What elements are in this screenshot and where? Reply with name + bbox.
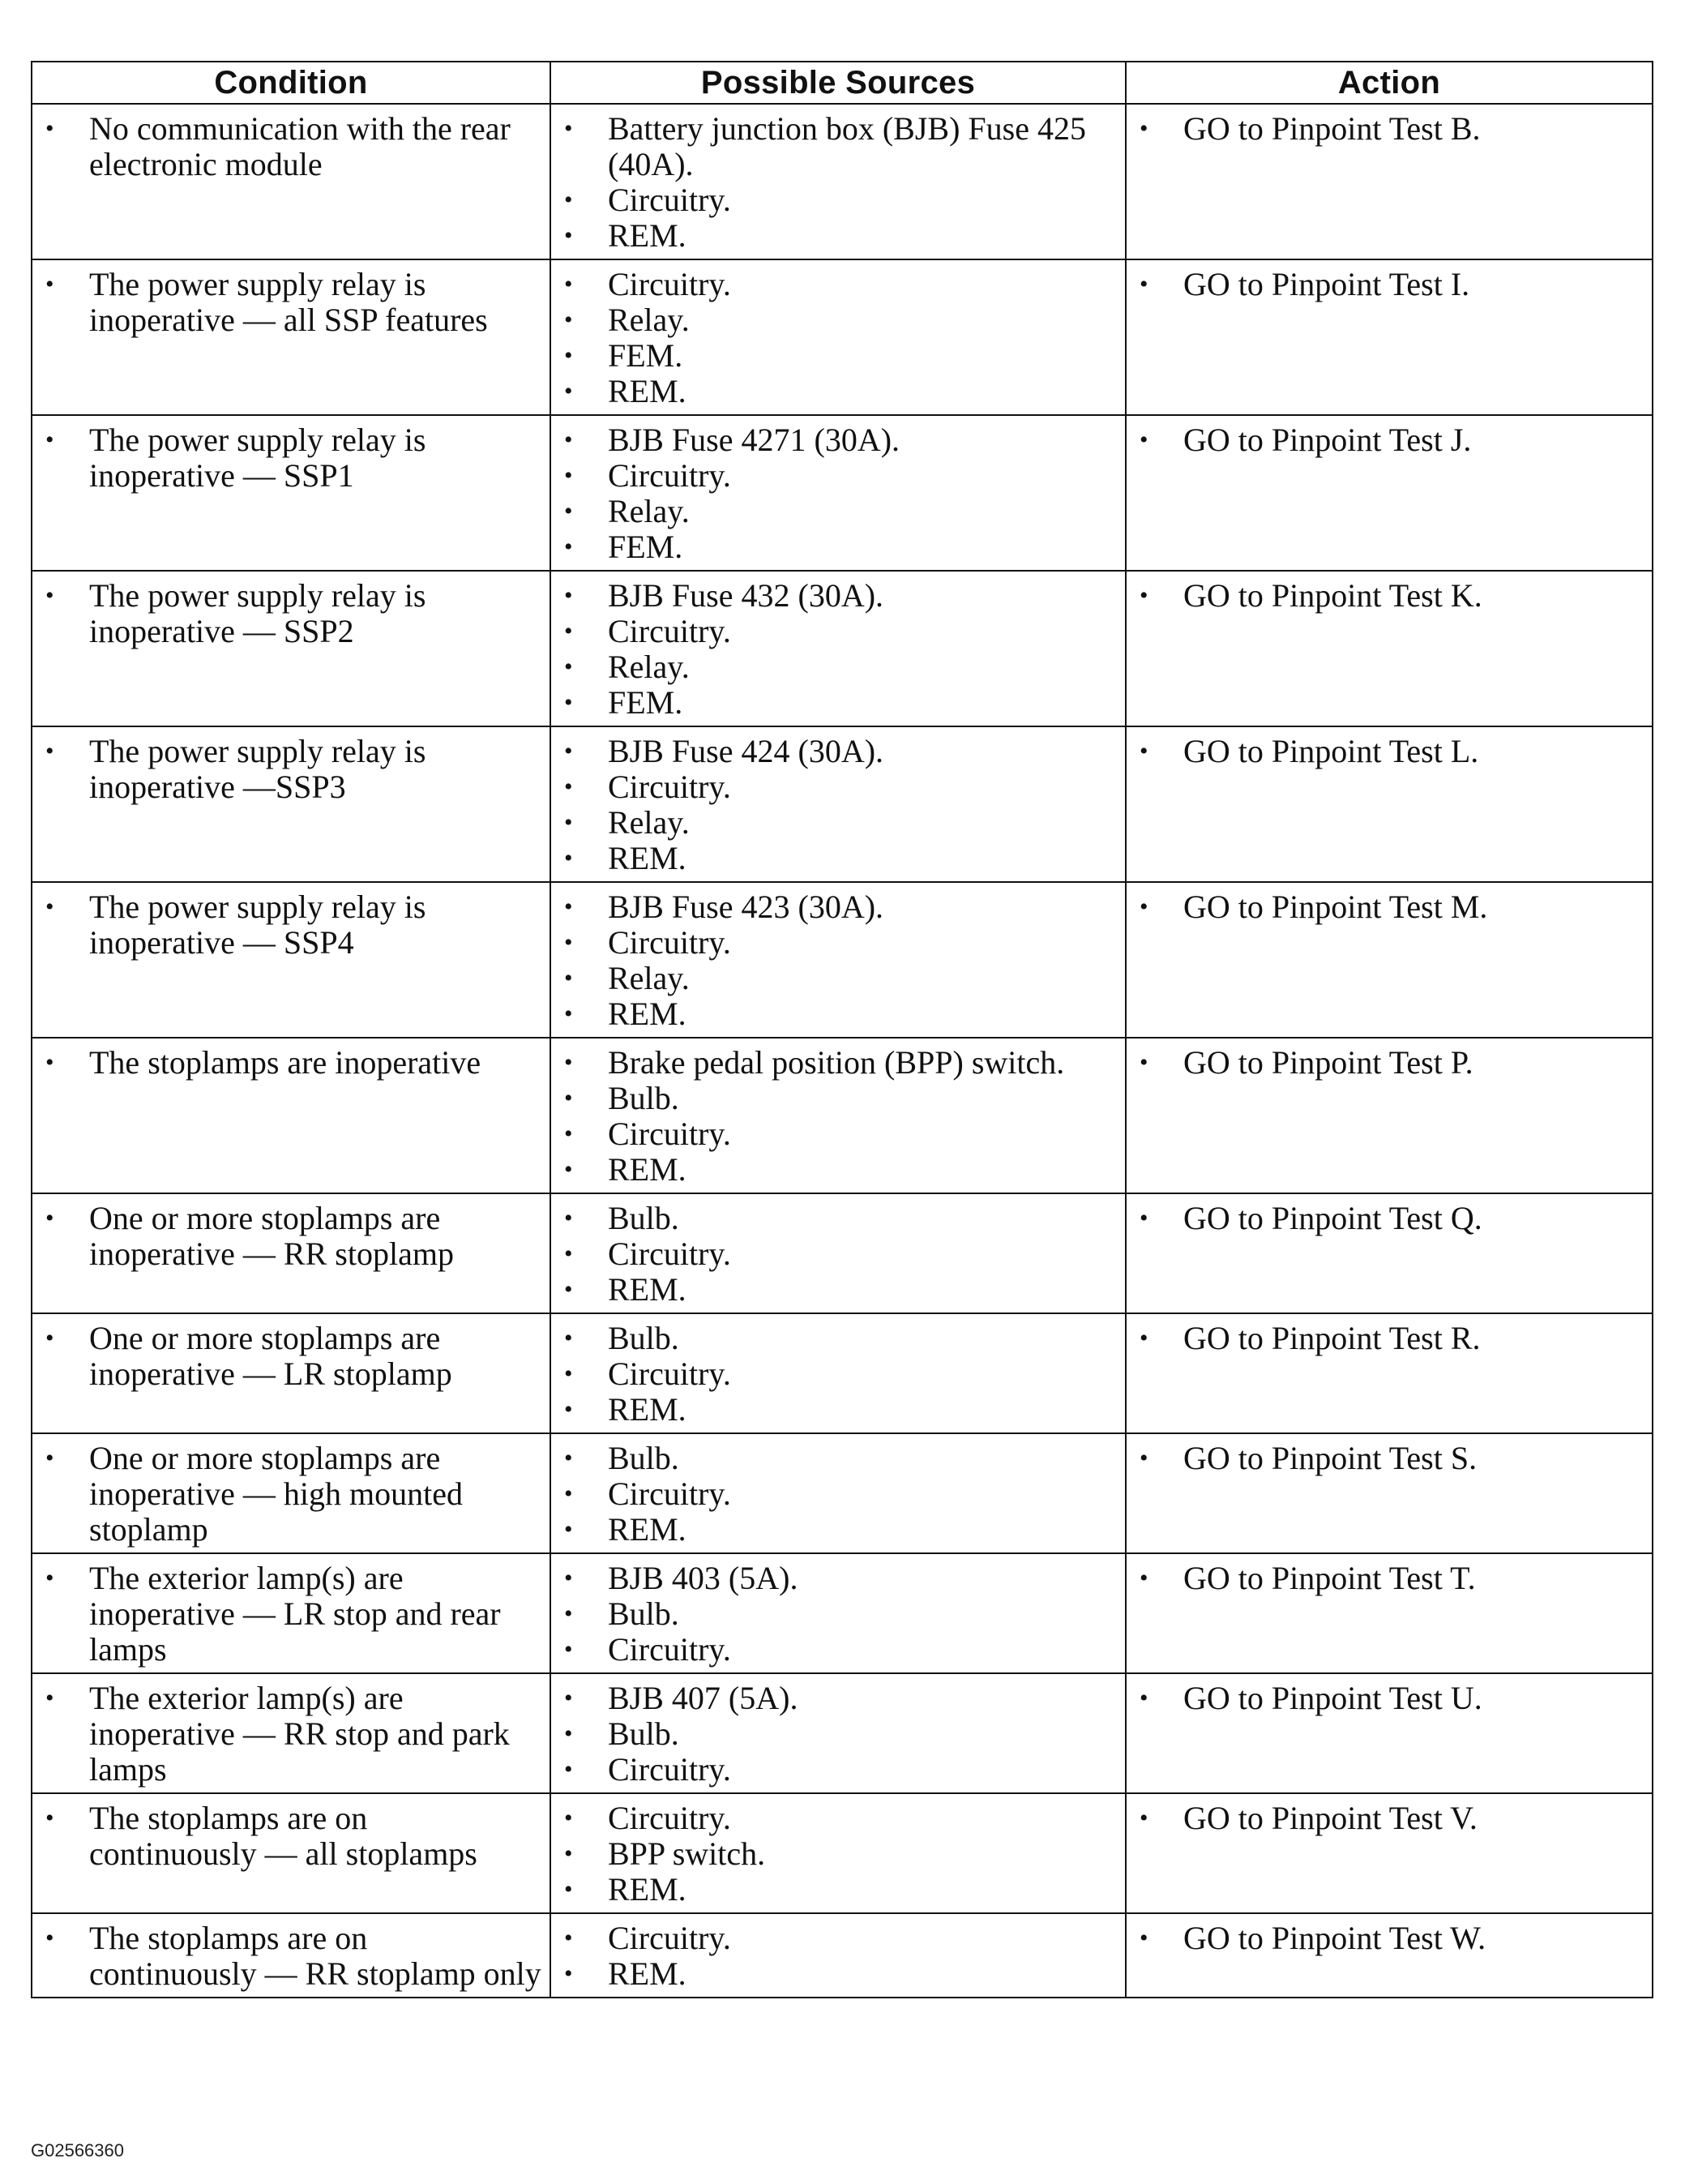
action-text: GO to Pinpoint Test W.: [1183, 1920, 1486, 1956]
source-text: REM.: [608, 996, 686, 1032]
possible-sources-cell: [550, 571, 1126, 726]
bullet-icon: •: [564, 1205, 573, 1231]
bullet-icon: •: [1140, 893, 1148, 920]
condition-cell: [32, 1673, 550, 1793]
source-item: [559, 1836, 1117, 1872]
action-item: [1135, 1681, 1644, 1716]
symptom-chart-table: [31, 61, 1653, 1998]
bullet-icon: •: [1140, 1049, 1148, 1076]
bullet-icon: •: [564, 186, 573, 213]
table-row: [32, 259, 1653, 415]
source-item: [559, 961, 1117, 996]
condition-item: [41, 267, 541, 338]
possible-sources-column-header: Possible Sources: [550, 62, 1126, 104]
condition-cell: [32, 882, 550, 1038]
action-text: GO to Pinpoint Test B.: [1183, 110, 1481, 147]
condition-item: [41, 1561, 541, 1668]
source-text: Circuitry.: [608, 1800, 731, 1836]
bullet-icon: •: [564, 689, 573, 716]
action-cell: [1126, 104, 1653, 259]
condition-cell: [32, 259, 550, 415]
table-row: [32, 1193, 1653, 1313]
source-text: BJB Fuse 424 (30A).: [608, 733, 884, 769]
source-item: [559, 529, 1117, 565]
source-text: Relay.: [608, 804, 690, 841]
bullet-icon: •: [564, 582, 573, 609]
source-text: REM.: [608, 1391, 686, 1428]
bullet-icon: •: [1140, 738, 1148, 764]
bullet-icon: •: [45, 582, 54, 609]
possible-sources-cell: [550, 1793, 1126, 1913]
bullet-icon: •: [564, 1565, 573, 1591]
source-text: Bulb.: [608, 1080, 679, 1116]
action-item: [1135, 578, 1644, 614]
source-text: REM.: [608, 1271, 686, 1308]
action-text: GO to Pinpoint Test V.: [1183, 1800, 1478, 1836]
action-cell: [1126, 1433, 1653, 1553]
bullet-icon: •: [45, 1685, 54, 1711]
bullet-icon: •: [564, 1325, 573, 1351]
source-text: Circuitry.: [608, 182, 731, 218]
bullet-icon: •: [564, 893, 573, 920]
source-item: [559, 1045, 1117, 1081]
source-item: [559, 1596, 1117, 1632]
source-item: [559, 889, 1117, 925]
source-item: [559, 734, 1117, 769]
condition-text: The power supply relay is inoperative — all SSP features: [89, 266, 488, 338]
source-text: BJB Fuse 432 (30A).: [608, 577, 884, 614]
source-text: Circuitry.: [608, 924, 731, 961]
source-item: [559, 1632, 1117, 1668]
source-text: BJB 403 (5A).: [608, 1560, 798, 1596]
condition-text: The stoplamps are inoperative: [89, 1044, 481, 1081]
bullet-icon: •: [1140, 582, 1148, 609]
source-text: FEM.: [608, 529, 683, 565]
bullet-icon: •: [564, 1480, 573, 1507]
condition-item: [41, 734, 541, 805]
action-cell: [1126, 1193, 1653, 1313]
bullet-icon: •: [45, 1325, 54, 1351]
source-text: Circuitry.: [608, 266, 731, 302]
source-item: [559, 1512, 1117, 1548]
bullet-icon: •: [1140, 1565, 1148, 1591]
source-item: [559, 1441, 1117, 1476]
source-item: [559, 218, 1117, 254]
source-item: [559, 1956, 1117, 1992]
source-item: [559, 925, 1117, 961]
source-text: Circuitry.: [608, 1116, 731, 1152]
bullet-icon: •: [45, 893, 54, 920]
bullet-icon: •: [45, 1565, 54, 1591]
condition-cell: [32, 104, 550, 259]
source-text: Bulb.: [608, 1440, 679, 1476]
source-text: REM.: [608, 217, 686, 254]
condition-column-header: Condition: [32, 62, 550, 104]
possible-sources-cell: [550, 1433, 1126, 1553]
action-item: [1135, 1045, 1644, 1081]
condition-text: One or more stoplamps are inoperative — RR stoplamp: [89, 1200, 454, 1272]
condition-item: [41, 1921, 541, 1992]
source-text: Relay.: [608, 960, 690, 996]
source-text: Circuitry.: [608, 1631, 731, 1668]
bullet-icon: •: [564, 1156, 573, 1183]
bullet-icon: •: [45, 1205, 54, 1231]
bullet-icon: •: [1140, 115, 1148, 142]
bullet-icon: •: [45, 1445, 54, 1471]
bullet-icon: •: [564, 929, 573, 956]
bullet-icon: •: [1140, 271, 1148, 298]
possible-sources-cell: [550, 1673, 1126, 1793]
action-cell: [1126, 1793, 1653, 1913]
table-row: [32, 415, 1653, 571]
source-item: [559, 1752, 1117, 1788]
bullet-icon: •: [564, 1120, 573, 1147]
source-text: REM.: [608, 373, 686, 409]
table-row: [32, 1433, 1653, 1553]
source-item: [559, 458, 1117, 494]
bullet-icon: •: [45, 1805, 54, 1831]
source-text: Relay.: [608, 493, 690, 529]
source-item: [559, 1321, 1117, 1356]
bullet-icon: •: [1140, 1925, 1148, 1951]
action-item: [1135, 111, 1644, 147]
condition-item: [41, 1201, 541, 1272]
condition-cell: [32, 1433, 550, 1553]
possible-sources-cell: [550, 882, 1126, 1038]
condition-text: The power supply relay is inoperative — SSP2: [89, 577, 426, 649]
bullet-icon: •: [564, 306, 573, 333]
action-item: [1135, 1321, 1644, 1356]
bullet-icon: •: [564, 378, 573, 405]
condition-text: The stoplamps are on continuously — RR stoplamp only: [89, 1920, 541, 1992]
action-item: [1135, 889, 1644, 925]
action-cell: [1126, 259, 1653, 415]
action-text: GO to Pinpoint Test L.: [1183, 733, 1479, 769]
source-text: Circuitry.: [608, 613, 731, 649]
bullet-icon: •: [564, 1840, 573, 1867]
action-cell: [1126, 1913, 1653, 1998]
possible-sources-cell: [550, 1913, 1126, 1998]
bullet-icon: •: [45, 1049, 54, 1076]
table-body: [32, 104, 1653, 1998]
source-item: [559, 1801, 1117, 1836]
bullet-icon: •: [564, 1960, 573, 1987]
figure-id: G02566360: [31, 2140, 124, 2160]
bullet-icon: •: [564, 1805, 573, 1831]
source-item: [559, 494, 1117, 529]
bullet-icon: •: [564, 1720, 573, 1747]
bullet-icon: •: [564, 1636, 573, 1663]
bullet-icon: •: [45, 271, 54, 298]
condition-item: [41, 111, 541, 182]
source-text: Circuitry.: [608, 1355, 731, 1392]
condition-text: The exterior lamp(s) are inoperative — LR stop and rear lamps: [89, 1560, 501, 1668]
action-cell: [1126, 726, 1653, 882]
action-cell: [1126, 1038, 1653, 1193]
source-item: [559, 649, 1117, 685]
source-text: FEM.: [608, 684, 683, 721]
table-row: [32, 882, 1653, 1038]
action-text: GO to Pinpoint Test K.: [1183, 577, 1482, 614]
action-cell: [1126, 571, 1653, 726]
condition-item: [41, 1441, 541, 1548]
table-row: [32, 726, 1653, 882]
bullet-icon: •: [45, 738, 54, 764]
bullet-icon: •: [564, 618, 573, 644]
bullet-icon: •: [564, 1000, 573, 1027]
table-row: [32, 1313, 1653, 1433]
source-item: [559, 805, 1117, 841]
table-row: [32, 1038, 1653, 1193]
bullet-icon: •: [45, 426, 54, 453]
source-item: [559, 1476, 1117, 1512]
action-item: [1135, 1441, 1644, 1476]
condition-text: No communication with the rear electronic module: [89, 110, 511, 182]
possible-sources-cell: [550, 1193, 1126, 1313]
action-item: [1135, 267, 1644, 302]
source-item: [559, 338, 1117, 374]
action-cell: [1126, 882, 1653, 1038]
bullet-icon: •: [564, 1600, 573, 1627]
source-item: [559, 685, 1117, 721]
condition-text: The power supply relay is inoperative —SSP3: [89, 733, 426, 805]
bullet-icon: •: [1140, 426, 1148, 453]
condition-item: [41, 422, 541, 494]
bullet-icon: •: [564, 498, 573, 525]
condition-text: The power supply relay is inoperative — SSP4: [89, 889, 426, 961]
bullet-icon: •: [564, 1049, 573, 1076]
possible-sources-cell: [550, 104, 1126, 259]
action-cell: [1126, 1553, 1653, 1673]
bullet-icon: •: [564, 965, 573, 991]
action-text: GO to Pinpoint Test I.: [1183, 266, 1470, 302]
action-text: GO to Pinpoint Test P.: [1183, 1044, 1473, 1081]
action-text: GO to Pinpoint Test T.: [1183, 1560, 1476, 1596]
source-item: [559, 1116, 1117, 1152]
source-item: [559, 1681, 1117, 1716]
condition-cell: [32, 1193, 550, 1313]
action-cell: [1126, 1673, 1653, 1793]
source-text: BJB Fuse 423 (30A).: [608, 889, 884, 925]
possible-sources-cell: [550, 1313, 1126, 1433]
source-item: [559, 1356, 1117, 1392]
table-row: [32, 1913, 1653, 1998]
source-text: Circuitry.: [608, 1475, 731, 1512]
bullet-icon: •: [45, 115, 54, 142]
bullet-icon: •: [564, 1396, 573, 1423]
source-text: REM.: [608, 1511, 686, 1548]
condition-text: One or more stoplamps are inoperative — LR stoplamp: [89, 1320, 452, 1392]
source-text: FEM.: [608, 337, 683, 374]
source-text: Circuitry.: [608, 769, 731, 805]
bullet-icon: •: [1140, 1685, 1148, 1711]
bullet-icon: •: [564, 773, 573, 800]
source-item: [559, 1272, 1117, 1308]
source-item: [559, 374, 1117, 409]
bullet-icon: •: [564, 1685, 573, 1711]
source-item: [559, 1872, 1117, 1908]
action-cell: [1126, 415, 1653, 571]
bullet-icon: •: [564, 426, 573, 453]
bullet-icon: •: [564, 222, 573, 249]
possible-sources-cell: [550, 1038, 1126, 1193]
condition-item: [41, 578, 541, 649]
source-text: BJB 407 (5A).: [608, 1680, 798, 1716]
source-item: [559, 111, 1117, 182]
action-item: [1135, 1561, 1644, 1596]
action-item: [1135, 422, 1644, 458]
bullet-icon: •: [564, 1276, 573, 1303]
condition-cell: [32, 1313, 550, 1433]
condition-item: [41, 1681, 541, 1788]
source-text: Bulb.: [608, 1595, 679, 1632]
bullet-icon: •: [564, 115, 573, 142]
source-text: Bulb.: [608, 1715, 679, 1752]
condition-cell: [32, 415, 550, 571]
source-text: Circuitry.: [608, 1920, 731, 1956]
condition-cell: [32, 571, 550, 726]
table-row: [32, 571, 1653, 726]
condition-item: [41, 1321, 541, 1392]
source-item: [559, 1081, 1117, 1116]
action-text: GO to Pinpoint Test Q.: [1183, 1200, 1482, 1236]
action-item: [1135, 1201, 1644, 1236]
condition-text: One or more stoplamps are inoperative — high mounted stoplamp: [89, 1440, 464, 1548]
bullet-icon: •: [564, 1756, 573, 1783]
bullet-icon: •: [564, 1876, 573, 1903]
condition-cell: [32, 1553, 550, 1673]
bullet-icon: •: [564, 462, 573, 489]
bullet-icon: •: [1140, 1445, 1148, 1471]
source-text: REM.: [608, 1151, 686, 1188]
source-item: [559, 182, 1117, 218]
bullet-icon: •: [564, 1360, 573, 1387]
possible-sources-cell: [550, 1553, 1126, 1673]
source-text: Circuitry.: [608, 1751, 731, 1788]
condition-item: [41, 1045, 541, 1081]
bullet-icon: •: [1140, 1325, 1148, 1351]
source-text: BPP switch.: [608, 1835, 766, 1872]
source-text: REM.: [608, 840, 686, 876]
bullet-icon: •: [564, 1085, 573, 1111]
source-text: Relay.: [608, 649, 690, 685]
table-row: [32, 1673, 1653, 1793]
source-text: Brake pedal position (BPP) switch.: [608, 1044, 1065, 1081]
action-cell: [1126, 1313, 1653, 1433]
source-text: Bulb.: [608, 1200, 679, 1236]
source-text: REM.: [608, 1871, 686, 1908]
source-item: [559, 1392, 1117, 1428]
source-item: [559, 422, 1117, 458]
action-item: [1135, 1921, 1644, 1956]
source-item: [559, 996, 1117, 1032]
bullet-icon: •: [564, 1516, 573, 1543]
action-text: GO to Pinpoint Test M.: [1183, 889, 1488, 925]
source-item: [559, 302, 1117, 338]
bullet-icon: •: [45, 1925, 54, 1951]
source-item: [559, 578, 1117, 614]
source-item: [559, 267, 1117, 302]
condition-cell: [32, 1793, 550, 1913]
bullet-icon: •: [564, 271, 573, 298]
source-item: [559, 614, 1117, 649]
action-item: [1135, 734, 1644, 769]
action-text: GO to Pinpoint Test U.: [1183, 1680, 1482, 1716]
condition-cell: [32, 726, 550, 882]
action-item: [1135, 1801, 1644, 1836]
action-column-header: Action: [1126, 62, 1653, 104]
source-item: [559, 1201, 1117, 1236]
bullet-icon: •: [564, 845, 573, 871]
source-item: [559, 1236, 1117, 1272]
possible-sources-cell: [550, 415, 1126, 571]
source-item: [559, 841, 1117, 876]
condition-item: [41, 889, 541, 961]
condition-item: [41, 1801, 541, 1872]
possible-sources-cell: [550, 726, 1126, 882]
bullet-icon: •: [564, 342, 573, 369]
bullet-icon: •: [1140, 1205, 1148, 1231]
source-text: Circuitry.: [608, 1235, 731, 1272]
action-text: GO to Pinpoint Test R.: [1183, 1320, 1481, 1356]
source-text: REM.: [608, 1955, 686, 1992]
possible-sources-cell: [550, 259, 1126, 415]
bullet-icon: •: [564, 1445, 573, 1471]
bullet-icon: •: [564, 809, 573, 836]
source-text: Bulb.: [608, 1320, 679, 1356]
table-row: [32, 1553, 1653, 1673]
bullet-icon: •: [564, 533, 573, 560]
table-row: [32, 104, 1653, 259]
source-item: [559, 1152, 1117, 1188]
source-text: Battery junction box (BJB) Fuse 425 (40A).: [608, 110, 1086, 182]
source-text: BJB Fuse 4271 (30A).: [608, 422, 900, 458]
condition-cell: [32, 1038, 550, 1193]
source-item: [559, 1716, 1117, 1752]
condition-text: The exterior lamp(s) are inoperative — RR stop and park lamps: [89, 1680, 510, 1788]
condition-cell: [32, 1913, 550, 1998]
header-row: [32, 62, 1653, 104]
source-text: Circuitry.: [608, 457, 731, 494]
bullet-icon: •: [564, 1240, 573, 1267]
table-row: [32, 1793, 1653, 1913]
source-text: Relay.: [608, 302, 690, 338]
bullet-icon: •: [1140, 1805, 1148, 1831]
source-item: [559, 1561, 1117, 1596]
source-item: [559, 1921, 1117, 1956]
action-text: GO to Pinpoint Test J.: [1183, 422, 1472, 458]
bullet-icon: •: [564, 1925, 573, 1951]
condition-text: The stoplamps are on continuously — all stoplamps: [89, 1800, 477, 1872]
condition-text: The power supply relay is inoperative — SSP1: [89, 422, 426, 494]
action-text: GO to Pinpoint Test S.: [1183, 1440, 1478, 1476]
source-item: [559, 769, 1117, 805]
bullet-icon: •: [564, 653, 573, 680]
bullet-icon: •: [564, 738, 573, 764]
